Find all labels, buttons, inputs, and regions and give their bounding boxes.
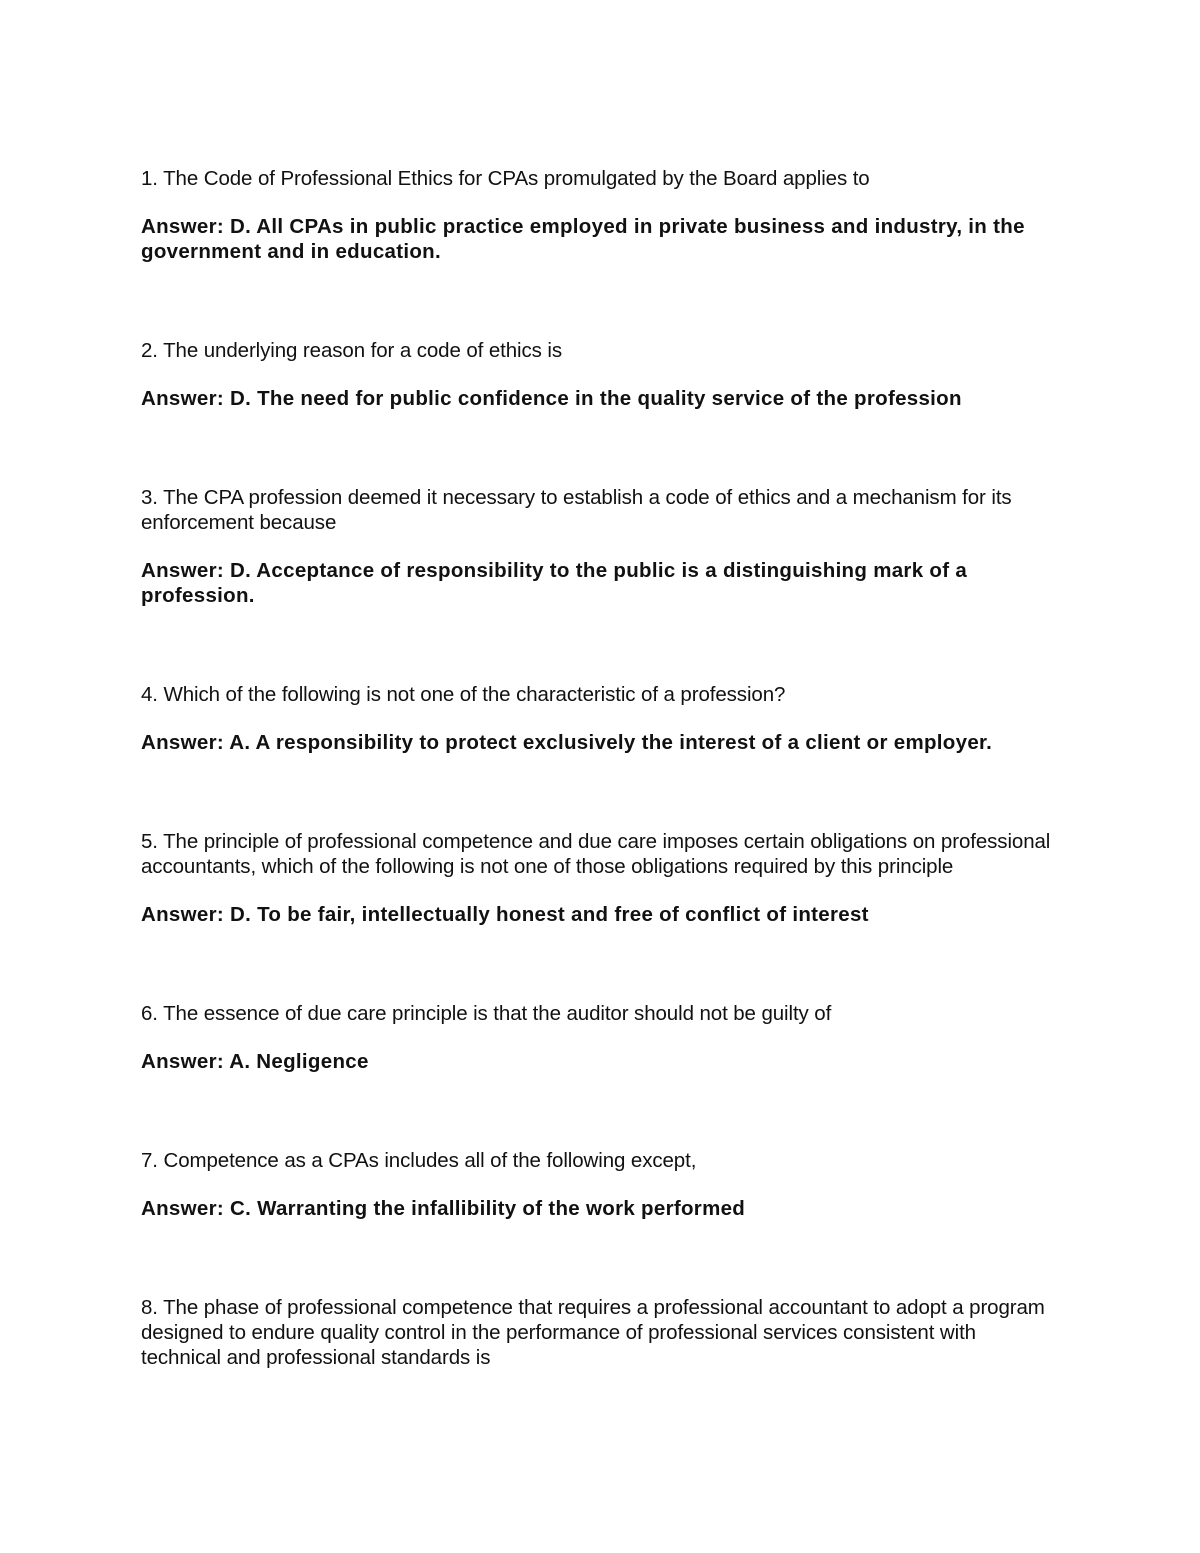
question-item-8	[141, 1295, 1061, 1370]
question-text: 4. Which of the following is not one of the characteristic of a profession?	[141, 683, 786, 706]
question-list	[141, 166, 1061, 1444]
question-text: 6. The essence of due care principle is that the auditor should not be guilty of	[141, 1002, 832, 1025]
answer-text: Answer: D. Acceptance of responsibility to the public is a distinguishing mark of a profession.	[141, 559, 968, 607]
answer-text: Answer: D. All CPAs in public practice employed in private business and industry, in the government and in education.	[141, 215, 1025, 263]
question-item-5	[141, 829, 1061, 927]
question-text: 5. The principle of professional competence and due care imposes certain obligations on professional accountants, which of the following is not one of those obligations required by this principle	[141, 830, 1051, 878]
question-item-1	[141, 166, 1061, 264]
question-item-6	[141, 1001, 1061, 1074]
answer-text: Answer: D. The need for public confidence in the quality service of the profession	[141, 387, 962, 410]
question-item-2	[141, 338, 1061, 411]
answer-text: Answer: D. To be fair, intellectually honest and free of conflict of interest	[141, 903, 869, 926]
question-item-7	[141, 1148, 1061, 1221]
question-text: 1. The Code of Professional Ethics for CPAs promulgated by the Board applies to	[141, 167, 870, 190]
question-text: 2. The underlying reason for a code of ethics is	[141, 339, 563, 362]
answer-text: Answer: A. Negligence	[141, 1050, 369, 1073]
question-text: 3. The CPA profession deemed it necessary to establish a code of ethics and a mechanism for its enforcement because	[141, 486, 1012, 534]
answer-text: Answer: A. A responsibility to protect exclusively the interest of a client or employer.	[141, 731, 993, 754]
question-text: 8. The phase of professional competence that requires a professional accountant to adopt a program designed to endure quality control in the performance of professional services consistent with technical and professional standards is	[141, 1296, 1045, 1369]
question-text: 7. Competence as a CPAs includes all of the following except,	[141, 1149, 697, 1172]
question-item-4	[141, 682, 1061, 755]
answer-text: Answer: C. Warranting the infallibility of the work performed	[141, 1197, 746, 1220]
question-item-3	[141, 485, 1061, 608]
